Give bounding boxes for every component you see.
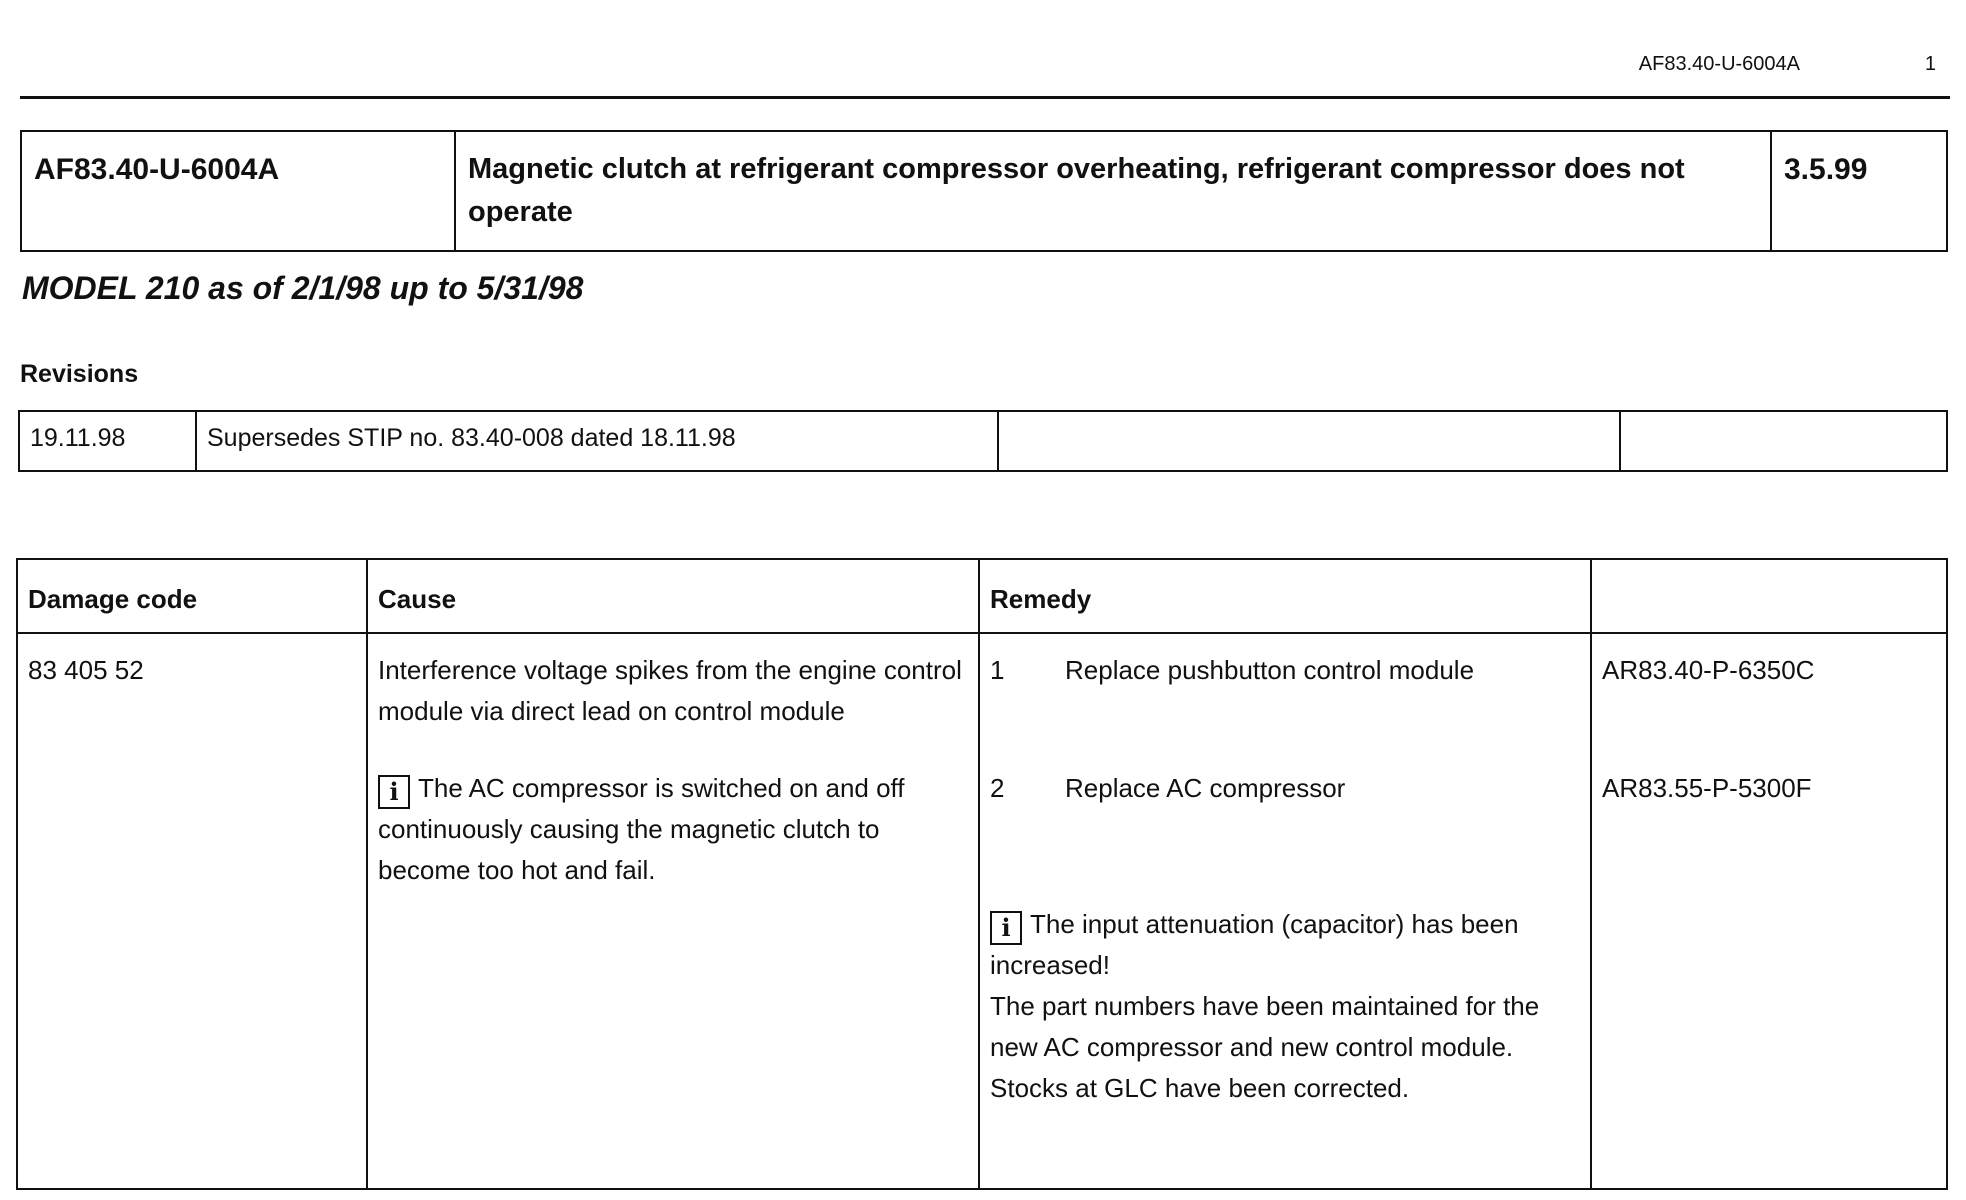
remedy-2 — [979, 760, 1591, 1189]
info-icon: i — [990, 911, 1022, 945]
header-doc-code: AF83.40-U-6004A — [1638, 53, 1800, 75]
document-code: AF83.40-U-6004A — [21, 131, 455, 251]
document-date: 3.5.99 — [1771, 131, 1947, 251]
remedy-2-ref: AR83.55-P-5300F — [1591, 760, 1947, 1189]
damage-table — [16, 558, 1948, 1190]
header-reference — [1591, 559, 1947, 633]
remedy-note-text-1: The input attenuation (capacitor) has been increased! — [990, 908, 1519, 980]
damage-code: 83 405 52 — [17, 633, 367, 1189]
remedy-1-text: Replace pushbutton control module — [1065, 655, 1475, 685]
remedy-note-line1 — [990, 904, 1580, 986]
revision-date: 19.11.98 — [19, 411, 196, 471]
revisions-label: Revisions — [20, 360, 139, 388]
page-header — [20, 40, 1950, 99]
revision-text: Supersedes STIP no. 83.40-008 dated 18.11.98 — [196, 411, 998, 471]
header-damage-code: Damage code — [17, 559, 367, 633]
remedy-2-text: Replace AC compressor — [1065, 772, 1346, 803]
revision-row — [19, 411, 1947, 471]
table-row — [17, 633, 1947, 760]
remedy-2-number: 2 — [990, 772, 1005, 803]
revision-col3 — [998, 411, 1620, 471]
page-number: 1 — [1924, 53, 1936, 75]
remedy-note-line2: The part numbers have been maintained for the new AC compressor and new control module. — [990, 990, 1540, 1062]
cause-text: Interference voltage spikes from the engine control module via direct lead on control module — [367, 633, 979, 760]
remedy-1 — [979, 633, 1591, 760]
model-line: MODEL 210 as of 2/1/98 up to 5/31/98 — [22, 270, 584, 306]
remedy-note-line3: Stocks at GLC have been corrected. — [990, 1072, 1410, 1103]
remedy-2-line — [990, 768, 1580, 809]
cause-note-text: The AC compressor is switched on and off continuously causing the magnetic clutch to become too hot and fail. — [378, 772, 905, 885]
header-remedy: Remedy — [979, 559, 1591, 633]
remedy-note — [990, 904, 1580, 1109]
revision-col4 — [1620, 411, 1947, 471]
remedy-1-number: 1 — [990, 655, 1005, 685]
remedy-1-ref: AR83.40-P-6350C — [1591, 633, 1947, 760]
header-cause: Cause — [367, 559, 979, 633]
damage-table-header — [17, 559, 1947, 633]
info-icon: i — [378, 775, 410, 809]
revisions-table — [18, 410, 1948, 472]
title-block — [20, 130, 1948, 252]
document-title: Magnetic clutch at refrigerant compressor overheating, refrigerant compressor does not operate — [455, 131, 1771, 251]
cause-note — [367, 760, 979, 1189]
